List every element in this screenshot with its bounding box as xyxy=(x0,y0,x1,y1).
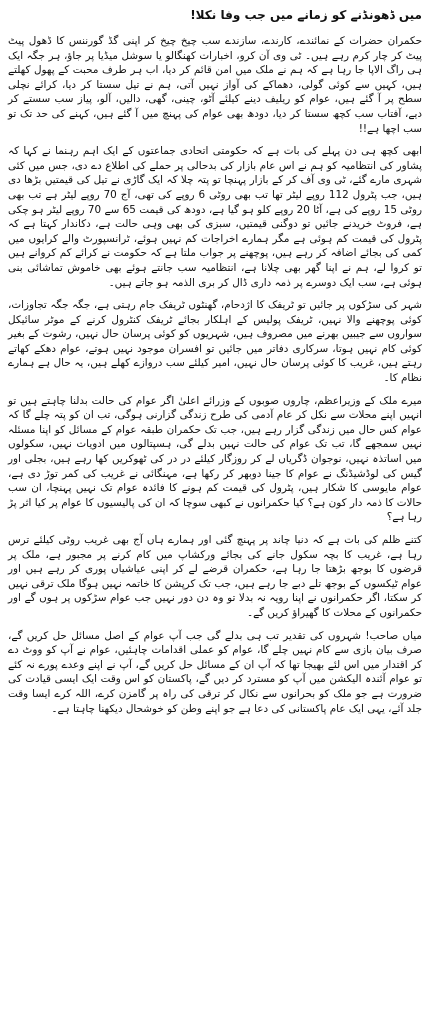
article-paragraph: کتنے ظلم کی بات ہے کہ دنیا چاند پر پہنچ گئی اور ہمارے ہاں آج بھی غریب روٹی کیلئے ترس رہا ہے، غریب کا بچہ سکول جانے کی بجائے ورکشاپ میں کام کرنے پر مجبور ہے، ملک پر قرضوں کا بوجھ بڑھتا جا رہا ہے، حکمران قرضے لے کر اپنی عیاشیاں پوری کر رہے ہیں اور عوام ٹیکسوں کے بوجھ تلے دبے جا رہے ہیں، جب تک کرپشن کا خاتمہ نہیں ہوگا ملک ترقی نہیں کر سکتا، اگر حکمرانوں نے اپنا رویہ نہ بدلا تو وہ دن دور نہیں جب عوام سڑکوں پر ہوں گے اور حکمرانوں کے محلات کا گھیراؤ کریں گے۔ xyxy=(8,534,422,619)
article-paragraph: میرے ملک کے وزیراعظم، چاروں صوبوں کے وزرائے اعلیٰ اگر عوام کی حالت بدلنا چاہتے ہیں تو انہیں اپنے محلات سے نکل کر عام آدمی کی طرح زندگی گزارنی ہوگی، تب ان کو پتہ چلے گا کہ عوام کس حال میں زندگی گزار رہے ہیں، جب تک حکمران طبقہ عوام کے مسائل کو اپنا مسئلہ نہیں سمجھے گا، تب تک عوام کی حالت نہیں بدلے گی، ہسپتالوں میں ادویات نہیں، سکولوں میں اساتذہ نہیں، نوجوان ڈگریاں لے کر روزگار کیلئے در در کی ٹھوکریں کھا رہے ہیں، بجلی اور گیس کی لوڈشیڈنگ نے عوام کا جینا دوبھر کر رکھا ہے، مہنگائی نے غریب کی کمر توڑ دی ہے، عوام مایوسی کا شکار ہیں، پٹرول کی قیمت کم ہونے کا فائدہ عوام تک نہیں پہنچا، ان سب حالات کا ذمہ دار کون ہے؟ کیا حکمرانوں نے کبھی سوچا کہ ان کی پالیسیوں کا عوام پر کیا اثر پڑ رہا ہے؟ xyxy=(8,394,422,524)
article-title: میں ڈھونڈنے کو زمانے میں جب وفا نکلا! xyxy=(190,8,422,22)
article-paragraph: ابھی کچھ ہی دن پہلے کی بات ہے کہ حکومتی اتحادی جماعتوں کے ایک اہم رہنما نے کہا کہ پشاور کی انتظامیہ کو ہم نے اس عام بازار کی بدحالی پر حملے کی اطلاع دے دی، جس میں کئی شہری مارے گئے، ٹی وی آف کر کے بازار پہنچا تو پتہ چلا کہ ایک گاڑی نے تیل کی قیمتیں بڑھا دی ہیں، جب پٹرول 112 روپے لیٹر تھا تب بھی روٹی 6 روپے کی تھی، آج 70 روپے لیٹر ہے تب بھی روٹی 15 روپے کی ہے، آٹا 20 روپے کلو ہو گیا ہے، دودھ کی قیمت 65 سے 70 روپے لیٹر ہو چکی ہے، فروٹ خریدنے جائیں تو دوگنی قیمتیں، سبزی کی بھی وہی حالت ہے، دکاندار کہتا ہے کہ پٹرول کی قیمت کم ہوئی ہے مگر ہمارے اخراجات کم نہیں ہوئے، ٹرانسپورٹ والے کرایوں میں کمی کی بجائے اضافہ کر رہے ہیں، پوچھنے پر جواب ملتا ہے کہ حکومت نے کرائے کم کروانے ہیں تو کروا لے، ہم نے اپنا گھر بھی چلانا ہے، انتظامیہ سب جانتے ہوئے بھی خاموش تماشائی بنی ہوئی ہے، سب ایک دوسرے پر ذمہ داری ڈال کر بری الذمہ ہو جاتے ہیں۔ xyxy=(8,145,422,289)
article-paragraph: حکمران حضرات کے نمائندے، کارندے، سازندے سب چیخ چیخ کر اپنی گڈ گورننس کا ڈھول پیٹ پیٹ کر چار کرم رہے ہیں۔ ٹی وی آن کرو، اخبارات کھنگالو یا سوشل میڈیا پر جاؤ، ہر جگہ ایک ہی راگ الاپا جا رہا ہے کہ ہم نے ملک میں امن قائم کر دیا، اب ہر طرف محبت کے پھول کھلتے ہیں، کہیں سے کوئی گولی، دھماکے کی آواز نہیں آتی، ہم نے تیل سستا کر دیا، کرائے نچلی سطح پر آ گئے ہیں، عوام کو ریلیف دینے کیلئے آٹو، چینی، گھی، دالیں، آلو، پیاز سب سستے کر دیے، آفتاب سب کچھ سستا کر دیا، دودھ بھی عوام کی پہنچ میں آ گئے ہیں، کہنے کی حد تک تو سب اچھا ہے!! xyxy=(8,35,422,135)
article-paragraph: شہر کی سڑکوں پر جائیں تو ٹریفک کا اژدحام، گھنٹوں ٹریفک جام رہتی ہے، جگہ جگہ تجاوزات، کوئی پوچھنے والا نہیں، ٹریفک پولیس کے اہلکار بجائے ٹریفک کنٹرول کرنے کے موٹر سائیکل سواروں سے جیبیں بھرنے میں مصروف ہیں، شہریوں کو کوئی پرسان حال نہیں، رشوت کے بغیر کوئی کام نہیں ہوتا، سرکاری دفاتر میں جائیں تو افسران موجود نہیں ہوتے، عوام دھکے کھاتے رہتے ہیں، غریب کا کوئی پرسان حال نہیں، امیر کیلئے سب دروازے کھلے ہیں، یہ حال ہے ہمارے نظام کا۔ xyxy=(8,299,422,385)
article-paragraph: میاں صاحب! شہروں کی تقدیر تب ہی بدلے گی جب آپ عوام کے اصل مسائل حل کریں گے، صرف بیان بازی سے کام نہیں چلے گا، عوام کو عملی اقدامات چاہئیں، عوام نے آپ کو ووٹ دے کر اقتدار میں اس لئے بھیجا تھا کہ آپ ان کے مسائل حل کریں گے، آپ نے اپنے وعدے پورے نہ کئے تو عوام آئندہ الیکشن میں آپ کو مسترد کر دیں گے، پاکستان کو اس وقت ایک ایسی قیادت کی ضرورت ہے جو ملک کو بحرانوں سے نکال کر ترقی کی راہ پر گامزن کرے، اللہ کرے ایسا وقت جلد آئے، یہی ایک عام پاکستانی کی دعا ہے جو اپنے وطن کو خوشحال دیکھنا چاہتا ہے۔ xyxy=(8,629,422,715)
